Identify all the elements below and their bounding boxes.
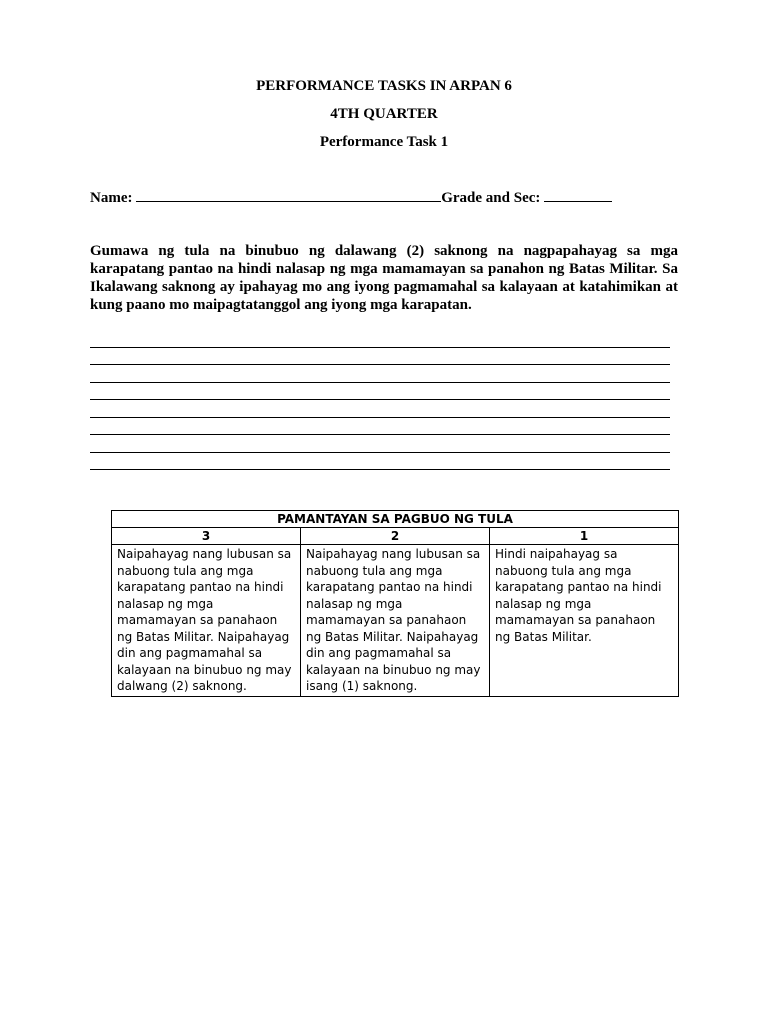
rubric-cell-score-2: Naipahayag nang lubusan sa nabuong tula ang mga karapatang pantao na hindi nalasap ng mga mamamayan sa panahaon ng Batas Militar. Naipahayag din ang pagmamahal sa kalayaan na binubuo ng may isang (1) saknong.: [301, 545, 490, 697]
rubric-title: PAMANTAYAN SA PAGBUO NG TULA: [112, 511, 679, 528]
grade-blank[interactable]: [544, 187, 612, 202]
answer-line[interactable]: [90, 365, 670, 383]
rubric-cell-score-3: Naipahayag nang lubusan sa nabuong tula ang mga karapatang pantao na hindi nalasap ng mga mamamayan sa panahaon ng Batas Militar. Naipahayag din ang pagmamahal sa kalayaan na binubuo ng may dalwang (2) saknong.: [112, 545, 301, 697]
answer-line[interactable]: [90, 435, 670, 453]
task-heading: Performance Task 1: [319, 134, 449, 150]
name-grade-row: [90, 187, 612, 207]
document-title: PERFORMANCE TASKS IN ARPAN 6: [256, 78, 512, 94]
answer-line[interactable]: [90, 400, 670, 418]
answer-line[interactable]: [90, 418, 670, 436]
name-label: Name:: [90, 190, 133, 206]
rubric-column-header: 3: [112, 528, 301, 545]
answer-line[interactable]: [90, 383, 670, 401]
instructions-paragraph: Gumawa ng tula na binubuo ng dalawang (2) saknong na nagpapahayag sa mga karapatang pantao na hindi nalasap ng mga mamamayan sa panahon ng Batas Militar. Sa Ikalawang saknong ay ipahayag mo ang iyong pagmamahal sa kalayaan at katahimikan at kung paano mo maipagtatanggol ang iyong mga karapatan.: [90, 243, 678, 313]
answer-line[interactable]: [90, 348, 670, 366]
rubric-cell-score-1: Hindi naipahayag sa nabuong tula ang mga karapatang pantao na hindi nalasap ng mga mamamayan sa panahaon ng Batas Militar.: [490, 545, 679, 697]
rubric-column-header: 1: [490, 528, 679, 545]
rubric-column-header: 2: [301, 528, 490, 545]
quarter-heading: 4TH QUARTER: [330, 106, 438, 122]
answer-line[interactable]: [90, 330, 670, 348]
rubric-table: [111, 510, 679, 697]
name-blank[interactable]: [136, 187, 441, 202]
grade-label: Grade and Sec:: [441, 190, 541, 206]
answer-lines[interactable]: [90, 330, 670, 470]
answer-line[interactable]: [90, 453, 670, 471]
